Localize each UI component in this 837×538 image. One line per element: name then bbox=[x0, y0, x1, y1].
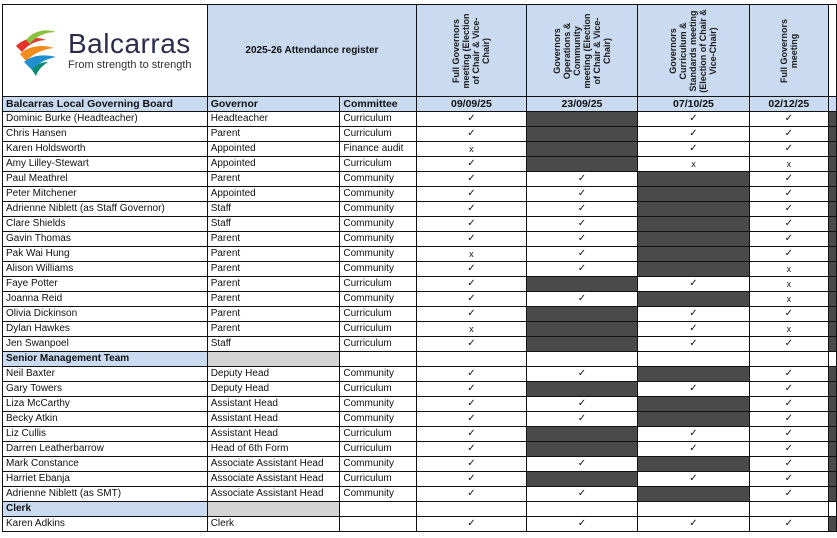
member-name: Neil Baxter bbox=[3, 367, 208, 382]
meeting-title: Governors Operations & Community meeting (Election of Chair & Vice-Chair) bbox=[551, 13, 612, 89]
attendance-present: ✓ bbox=[749, 472, 828, 487]
attendance-present: ✓ bbox=[417, 202, 527, 217]
right-edge-cell bbox=[828, 202, 836, 217]
member-name: Dominic Burke (Headteacher) bbox=[3, 112, 208, 127]
member-name: Gary Towers bbox=[3, 382, 208, 397]
attendance-not-applicable bbox=[638, 397, 750, 412]
table-row bbox=[3, 472, 837, 487]
attendance-present: ✓ bbox=[417, 172, 527, 187]
meeting-date: 09/09/25 bbox=[417, 97, 527, 112]
attendance-not-applicable bbox=[638, 457, 750, 472]
member-committee: Curriculum bbox=[340, 277, 417, 292]
section-title: Clerk bbox=[3, 502, 208, 517]
attendance-present: ✓ bbox=[526, 262, 638, 277]
attendance-present: ✓ bbox=[749, 142, 828, 157]
right-edge-cell bbox=[828, 5, 836, 97]
attendance-present: ✓ bbox=[749, 112, 828, 127]
section-blank-cell bbox=[340, 352, 417, 367]
meeting-title: Full Governors meeting (Election of Chair & Vice-Chair) bbox=[451, 13, 492, 89]
right-edge-cell bbox=[828, 292, 836, 307]
attendance-present: ✓ bbox=[749, 172, 828, 187]
member-name: Darren Leatherbarrow bbox=[3, 442, 208, 457]
member-name: Liza McCarthy bbox=[3, 397, 208, 412]
attendance-present: ✓ bbox=[749, 457, 828, 472]
table-row bbox=[3, 322, 837, 337]
member-name: Becky Atkin bbox=[3, 412, 208, 427]
attendance-not-applicable bbox=[526, 337, 638, 352]
attendance-present: ✓ bbox=[526, 202, 638, 217]
logo-cell bbox=[3, 5, 208, 97]
attendance-present: ✓ bbox=[417, 262, 527, 277]
column-header-row bbox=[3, 97, 837, 112]
section-blank-cell bbox=[526, 352, 638, 367]
attendance-not-applicable bbox=[638, 292, 750, 307]
attendance-absent: x bbox=[749, 262, 828, 277]
attendance-present: ✓ bbox=[526, 397, 638, 412]
member-role: Assistant Head bbox=[207, 397, 340, 412]
member-role: Associate Assistant Head bbox=[207, 472, 340, 487]
attendance-not-applicable bbox=[526, 307, 638, 322]
section-blank-cell bbox=[638, 502, 750, 517]
member-name: Adrienne Niblett (as SMT) bbox=[3, 487, 208, 502]
attendance-present: ✓ bbox=[417, 307, 527, 322]
attendance-present: ✓ bbox=[749, 487, 828, 502]
attendance-not-applicable bbox=[638, 262, 750, 277]
member-committee: Curriculum bbox=[340, 382, 417, 397]
right-edge-cell bbox=[828, 472, 836, 487]
attendance-present: ✓ bbox=[526, 232, 638, 247]
member-committee: Curriculum bbox=[340, 157, 417, 172]
member-committee: Community bbox=[340, 217, 417, 232]
section-blank-cell bbox=[749, 502, 828, 517]
attendance-not-applicable bbox=[526, 382, 638, 397]
table-row bbox=[3, 292, 837, 307]
attendance-present: ✓ bbox=[638, 442, 750, 457]
member-role: Head of 6th Form bbox=[207, 442, 340, 457]
member-role: Deputy Head bbox=[207, 367, 340, 382]
right-edge-cell bbox=[828, 217, 836, 232]
table-row bbox=[3, 412, 837, 427]
member-committee: Curriculum bbox=[340, 337, 417, 352]
flame-icon bbox=[12, 24, 62, 78]
attendance-not-applicable bbox=[526, 277, 638, 292]
member-name: Faye Potter bbox=[3, 277, 208, 292]
right-edge-cell bbox=[828, 112, 836, 127]
right-edge-cell bbox=[828, 97, 836, 112]
right-edge-cell bbox=[828, 502, 836, 517]
attendance-not-applicable bbox=[638, 247, 750, 262]
table-row bbox=[3, 367, 837, 382]
member-committee: Curriculum bbox=[340, 427, 417, 442]
member-role: Appointed bbox=[207, 187, 340, 202]
member-role: Parent bbox=[207, 172, 340, 187]
member-committee: Community bbox=[340, 247, 417, 262]
table-row bbox=[3, 442, 837, 457]
table-row bbox=[3, 277, 837, 292]
right-edge-cell bbox=[828, 232, 836, 247]
member-name: Clare Shields bbox=[3, 217, 208, 232]
member-role: Headteacher bbox=[207, 112, 340, 127]
section-header-row bbox=[3, 502, 837, 517]
meeting-date: 07/10/25 bbox=[638, 97, 750, 112]
meeting-date: 23/09/25 bbox=[526, 97, 638, 112]
attendance-present: ✓ bbox=[526, 412, 638, 427]
attendance-present: ✓ bbox=[749, 427, 828, 442]
table-row bbox=[3, 487, 837, 502]
attendance-present: ✓ bbox=[749, 367, 828, 382]
member-name: Pak Wai Hung bbox=[3, 247, 208, 262]
attendance-present: ✓ bbox=[526, 457, 638, 472]
member-committee: Community bbox=[340, 457, 417, 472]
member-role: Parent bbox=[207, 292, 340, 307]
member-name: Harriet Ebanja bbox=[3, 472, 208, 487]
table-row bbox=[3, 172, 837, 187]
table-row bbox=[3, 157, 837, 172]
right-edge-cell bbox=[828, 142, 836, 157]
member-name: Adrienne Niblett (as Staff Governor) bbox=[3, 202, 208, 217]
member-role: Deputy Head bbox=[207, 382, 340, 397]
member-committee: Curriculum bbox=[340, 472, 417, 487]
section-blank-cell bbox=[340, 502, 417, 517]
attendance-present: ✓ bbox=[526, 517, 638, 532]
table-row bbox=[3, 517, 837, 532]
table-row bbox=[3, 427, 837, 442]
member-name: Chris Hansen bbox=[3, 127, 208, 142]
meeting-header bbox=[638, 5, 750, 97]
attendance-present: ✓ bbox=[638, 427, 750, 442]
meeting-title: Governors Curriculum & Standards meeting (Election of Chair & Vice-Chair) bbox=[668, 8, 719, 93]
section-blank-cell bbox=[638, 352, 750, 367]
attendance-present: ✓ bbox=[417, 427, 527, 442]
member-committee: Curriculum bbox=[340, 307, 417, 322]
attendance-present: ✓ bbox=[417, 442, 527, 457]
member-role: Parent bbox=[207, 232, 340, 247]
attendance-present: ✓ bbox=[417, 382, 527, 397]
attendance-not-applicable bbox=[526, 322, 638, 337]
attendance-present: ✓ bbox=[749, 307, 828, 322]
attendance-absent: x bbox=[749, 277, 828, 292]
attendance-present: ✓ bbox=[417, 157, 527, 172]
member-committee: Finance audit bbox=[340, 142, 417, 157]
member-committee: Curriculum bbox=[340, 112, 417, 127]
attendance-present: ✓ bbox=[638, 112, 750, 127]
attendance-present: ✓ bbox=[417, 367, 527, 382]
attendance-present: ✓ bbox=[749, 412, 828, 427]
member-committee: Community bbox=[340, 262, 417, 277]
meeting-header bbox=[749, 5, 828, 97]
attendance-present: ✓ bbox=[417, 112, 527, 127]
attendance-present: ✓ bbox=[638, 277, 750, 292]
section-header-row bbox=[3, 352, 837, 367]
right-edge-cell bbox=[828, 367, 836, 382]
logo-tagline: From strength to strength bbox=[68, 59, 192, 71]
attendance-present: ✓ bbox=[638, 142, 750, 157]
attendance-present: ✓ bbox=[638, 127, 750, 142]
attendance-absent: x bbox=[749, 322, 828, 337]
member-name: Alison Williams bbox=[3, 262, 208, 277]
table-row bbox=[3, 217, 837, 232]
right-edge-cell bbox=[828, 382, 836, 397]
right-edge-cell bbox=[828, 322, 836, 337]
governor-header: Governor bbox=[207, 97, 340, 112]
member-committee: Community bbox=[340, 292, 417, 307]
meeting-date: 02/12/25 bbox=[749, 97, 828, 112]
right-edge-cell bbox=[828, 457, 836, 472]
right-edge-cell bbox=[828, 487, 836, 502]
member-name: Liz Cullis bbox=[3, 427, 208, 442]
attendance-present: ✓ bbox=[417, 487, 527, 502]
attendance-not-applicable bbox=[638, 487, 750, 502]
member-committee: Community bbox=[340, 367, 417, 382]
attendance-present: ✓ bbox=[749, 442, 828, 457]
section-gap-cell bbox=[207, 502, 340, 517]
attendance-present: ✓ bbox=[417, 277, 527, 292]
member-committee: Community bbox=[340, 202, 417, 217]
attendance-not-applicable bbox=[526, 112, 638, 127]
attendance-present: ✓ bbox=[749, 382, 828, 397]
attendance-not-applicable bbox=[526, 427, 638, 442]
attendance-absent: x bbox=[417, 322, 527, 337]
member-committee: Community bbox=[340, 232, 417, 247]
attendance-present: ✓ bbox=[417, 517, 527, 532]
attendance-present: ✓ bbox=[749, 217, 828, 232]
attendance-present: ✓ bbox=[417, 472, 527, 487]
right-edge-cell bbox=[828, 352, 836, 367]
member-name: Dylan Hawkes bbox=[3, 322, 208, 337]
right-edge-cell bbox=[828, 427, 836, 442]
attendance-absent: x bbox=[638, 157, 750, 172]
member-role: Parent bbox=[207, 247, 340, 262]
right-edge-cell bbox=[828, 187, 836, 202]
attendance-present: ✓ bbox=[417, 337, 527, 352]
right-edge-cell bbox=[828, 337, 836, 352]
right-edge-cell bbox=[828, 517, 836, 532]
attendance-present: ✓ bbox=[417, 232, 527, 247]
member-committee: Community bbox=[340, 487, 417, 502]
attendance-not-applicable bbox=[526, 472, 638, 487]
balcarras-logo bbox=[6, 24, 204, 78]
attendance-table bbox=[2, 4, 837, 532]
member-role: Assistant Head bbox=[207, 412, 340, 427]
table-row bbox=[3, 187, 837, 202]
right-edge-cell bbox=[828, 157, 836, 172]
meeting-title: Full Governors meeting bbox=[778, 18, 799, 83]
attendance-not-applicable bbox=[638, 232, 750, 247]
logo-name: Balcarras bbox=[68, 28, 191, 59]
member-role: Parent bbox=[207, 127, 340, 142]
member-role: Clerk bbox=[207, 517, 340, 532]
attendance-present: ✓ bbox=[417, 397, 527, 412]
section-blank-cell bbox=[417, 352, 527, 367]
member-role: Parent bbox=[207, 307, 340, 322]
member-committee: Curriculum bbox=[340, 322, 417, 337]
attendance-present: ✓ bbox=[638, 322, 750, 337]
table-row bbox=[3, 232, 837, 247]
attendance-present: ✓ bbox=[749, 337, 828, 352]
member-role: Parent bbox=[207, 277, 340, 292]
member-role: Staff bbox=[207, 337, 340, 352]
attendance-present: ✓ bbox=[526, 187, 638, 202]
attendance-present: ✓ bbox=[417, 412, 527, 427]
member-name: Mark Constance bbox=[3, 457, 208, 472]
member-role: Staff bbox=[207, 202, 340, 217]
member-name: Amy Lilley-Stewart bbox=[3, 157, 208, 172]
member-role: Appointed bbox=[207, 142, 340, 157]
table-row bbox=[3, 202, 837, 217]
right-edge-cell bbox=[828, 307, 836, 322]
member-committee: Curriculum bbox=[340, 442, 417, 457]
member-role: Parent bbox=[207, 262, 340, 277]
attendance-present: ✓ bbox=[417, 187, 527, 202]
table-row bbox=[3, 307, 837, 322]
attendance-present: ✓ bbox=[638, 307, 750, 322]
attendance-not-applicable bbox=[638, 217, 750, 232]
attendance-present: ✓ bbox=[749, 247, 828, 262]
attendance-not-applicable bbox=[526, 127, 638, 142]
attendance-present: ✓ bbox=[417, 292, 527, 307]
attendance-not-applicable bbox=[526, 157, 638, 172]
attendance-present: ✓ bbox=[749, 187, 828, 202]
table-row bbox=[3, 382, 837, 397]
attendance-present: ✓ bbox=[638, 337, 750, 352]
attendance-not-applicable bbox=[526, 142, 638, 157]
member-role: Staff bbox=[207, 217, 340, 232]
attendance-present: ✓ bbox=[638, 382, 750, 397]
attendance-absent: x bbox=[417, 142, 527, 157]
table-row bbox=[3, 247, 837, 262]
member-committee: Curriculum bbox=[340, 127, 417, 142]
section-blank-cell bbox=[526, 502, 638, 517]
attendance-not-applicable bbox=[526, 442, 638, 457]
attendance-not-applicable bbox=[638, 187, 750, 202]
member-name: Paul Meathrel bbox=[3, 172, 208, 187]
right-edge-cell bbox=[828, 262, 836, 277]
table-row bbox=[3, 457, 837, 472]
member-name: Peter Mitchener bbox=[3, 187, 208, 202]
right-edge-cell bbox=[828, 397, 836, 412]
meeting-header bbox=[417, 5, 527, 97]
attendance-present: ✓ bbox=[417, 457, 527, 472]
attendance-not-applicable bbox=[638, 202, 750, 217]
section-blank-cell bbox=[417, 502, 527, 517]
member-committee bbox=[340, 517, 417, 532]
member-committee: Community bbox=[340, 412, 417, 427]
attendance-not-applicable bbox=[638, 412, 750, 427]
table-row bbox=[3, 142, 837, 157]
member-name: Karen Adkins bbox=[3, 517, 208, 532]
right-edge-cell bbox=[828, 247, 836, 262]
register-title: 2025-26 Attendance register bbox=[207, 5, 416, 97]
attendance-present: ✓ bbox=[526, 292, 638, 307]
attendance-present: ✓ bbox=[749, 202, 828, 217]
section-gap-cell bbox=[207, 352, 340, 367]
section-blank-cell bbox=[749, 352, 828, 367]
attendance-absent: x bbox=[749, 292, 828, 307]
attendance-present: ✓ bbox=[417, 127, 527, 142]
meeting-header bbox=[526, 5, 638, 97]
table-row bbox=[3, 127, 837, 142]
member-role: Associate Assistant Head bbox=[207, 457, 340, 472]
header-row bbox=[3, 5, 837, 97]
right-edge-cell bbox=[828, 442, 836, 457]
right-edge-cell bbox=[828, 127, 836, 142]
attendance-present: ✓ bbox=[526, 247, 638, 262]
right-edge-cell bbox=[828, 412, 836, 427]
attendance-present: ✓ bbox=[526, 217, 638, 232]
member-committee: Community bbox=[340, 172, 417, 187]
member-name: Karen Holdsworth bbox=[3, 142, 208, 157]
committee-header: Committee bbox=[340, 97, 417, 112]
member-name: Jen Swanpoel bbox=[3, 337, 208, 352]
attendance-not-applicable bbox=[638, 367, 750, 382]
table-row bbox=[3, 337, 837, 352]
attendance-present: ✓ bbox=[526, 172, 638, 187]
attendance-absent: x bbox=[749, 157, 828, 172]
member-role: Appointed bbox=[207, 157, 340, 172]
member-committee: Community bbox=[340, 397, 417, 412]
section-title: Senior Management Team bbox=[3, 352, 208, 367]
attendance-present: ✓ bbox=[638, 517, 750, 532]
right-edge-cell bbox=[828, 277, 836, 292]
member-role: Associate Assistant Head bbox=[207, 487, 340, 502]
board-header: Balcarras Local Governing Board bbox=[3, 97, 208, 112]
attendance-present: ✓ bbox=[749, 397, 828, 412]
attendance-not-applicable bbox=[638, 172, 750, 187]
member-name: Gavin Thomas bbox=[3, 232, 208, 247]
member-role: Assistant Head bbox=[207, 427, 340, 442]
attendance-present: ✓ bbox=[526, 487, 638, 502]
member-committee: Community bbox=[340, 187, 417, 202]
attendance-present: ✓ bbox=[749, 232, 828, 247]
right-edge-cell bbox=[828, 172, 836, 187]
attendance-present: ✓ bbox=[638, 472, 750, 487]
attendance-present: ✓ bbox=[417, 217, 527, 232]
table-row bbox=[3, 112, 837, 127]
table-row bbox=[3, 397, 837, 412]
attendance-present: ✓ bbox=[526, 367, 638, 382]
attendance-absent: x bbox=[417, 247, 527, 262]
attendance-present: ✓ bbox=[749, 517, 828, 532]
attendance-present: ✓ bbox=[749, 127, 828, 142]
member-name: Joanna Reid bbox=[3, 292, 208, 307]
member-role: Parent bbox=[207, 322, 340, 337]
table-row bbox=[3, 262, 837, 277]
member-name: Olivia Dickinson bbox=[3, 307, 208, 322]
